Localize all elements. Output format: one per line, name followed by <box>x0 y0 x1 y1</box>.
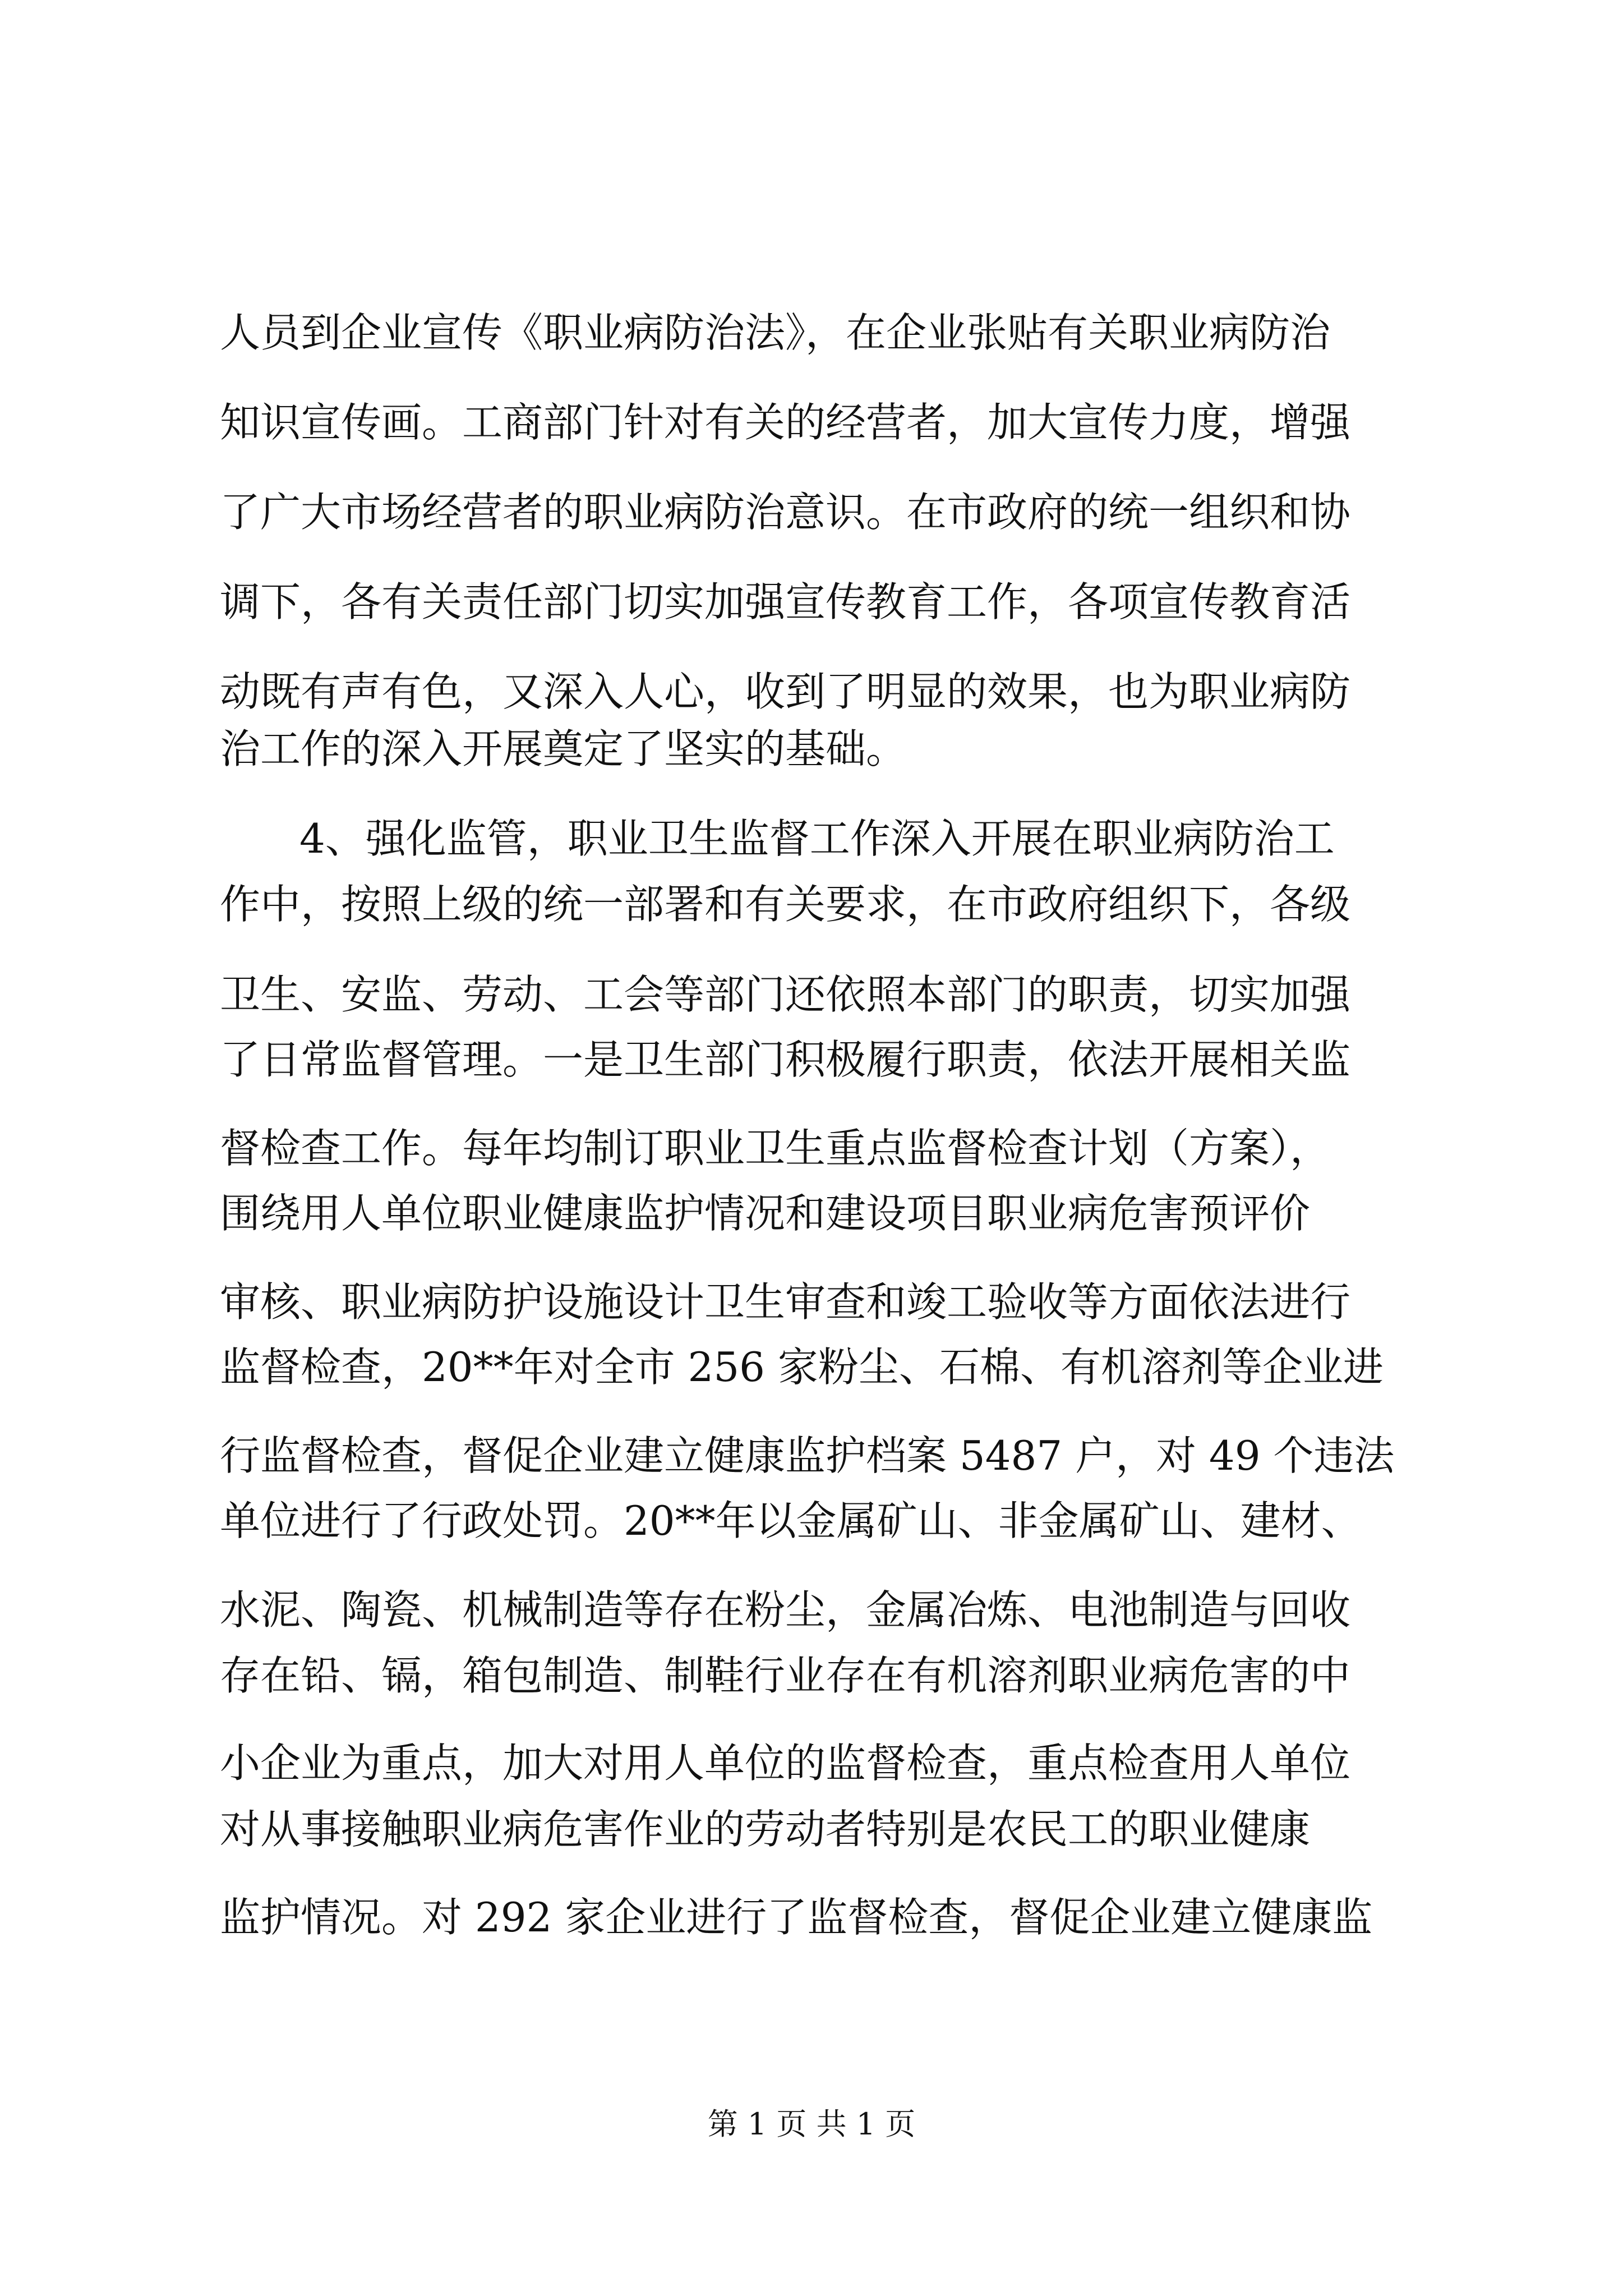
text-line: 围绕用人单位职业健康监护情况和建设项目职业病危害预评价 <box>220 1190 1311 1237</box>
text-line: 卫生、安监、劳动、工会等部门还依照本部门的职责，切实加强 <box>220 971 1351 1018</box>
text-line: 单位进行了行政处罚。20**年以金属矿山、非金属矿山、建材、 <box>220 1497 1362 1544</box>
text-line: 调下，各有关责任部门切实加强宣传教育工作，各项宣传教育活 <box>220 578 1351 625</box>
text-line: 水泥、陶瓷、机械制造等存在粉尘，金属冶炼、电池制造与回收 <box>220 1586 1351 1634</box>
text-line: 治工作的深入开展奠定了坚实的基础。 <box>220 725 907 772</box>
text-line: 了日常监督管理。一是卫生部门积极履行职责，依法开展相关监 <box>220 1036 1351 1083</box>
text-line: 小企业为重点，加大对用人单位的监督检查，重点检查用人单位 <box>220 1740 1351 1787</box>
text-line: 4、强化监管，职业卫生监督工作深入开展在职业病防治工 <box>299 815 1335 862</box>
text-line: 监督检查，20**年对全市 256 家粉尘、石棉、有机溶剂等企业进 <box>220 1343 1384 1391</box>
text-line: 了广大市场经营者的职业病防治意识。在市政府的统一组织和协 <box>220 489 1351 536</box>
text-line: 知识宣传画。工商部门针对有关的经营者，加大宣传力度，增强 <box>220 399 1351 446</box>
text-line: 审核、职业病防护设施设计卫生审查和竣工验收等方面依法进行 <box>220 1278 1351 1326</box>
text-line: 存在铅、镉，箱包制造、制鞋行业存在有机溶剂职业病危害的中 <box>220 1652 1351 1699</box>
text-line: 动既有声有色，又深入人心，收到了明显的效果，也为职业病防 <box>220 668 1351 715</box>
text-line: 行监督检查，督促企业建立健康监护档案 5487 户，对 49 个违法 <box>220 1432 1395 1479</box>
text-line: 对从事接触职业病危害作业的劳动者特别是农民工的职业健康 <box>220 1806 1311 1853</box>
text-line: 监护情况。对 292 家企业进行了监督检查，督促企业建立健康监 <box>220 1894 1373 1941</box>
text-line: 人员到企业宣传《职业病防治法》，在企业张贴有关职业病防治 <box>220 309 1331 356</box>
page-footer: 第 1 页 共 1 页 <box>707 2106 916 2142</box>
text-line: 督检查工作。每年均制订职业卫生重点监督检查计划（方案）， <box>220 1125 1331 1172</box>
text-line: 作中，按照上级的统一部署和有关要求，在市政府组织下，各级 <box>220 881 1351 928</box>
